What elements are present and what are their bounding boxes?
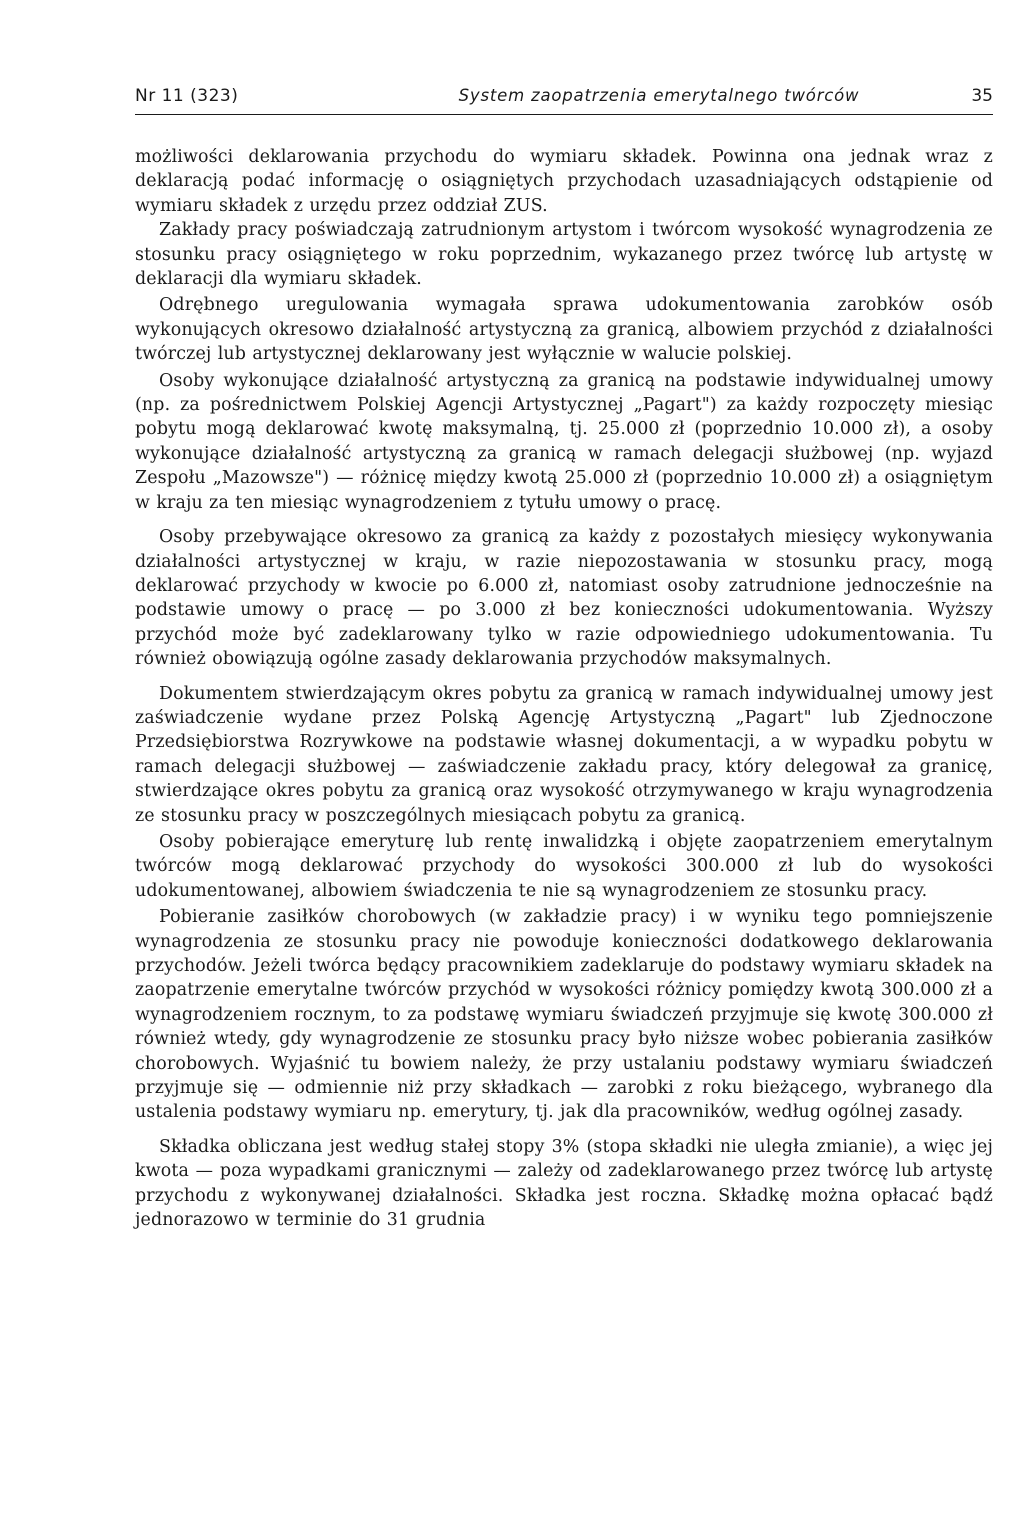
- running-header: [135, 86, 993, 110]
- paragraph: Pobieranie zasiłków chorobowych (w zakładzie pracy) i w wyniku tego pomniejszenie wynagrodzenia ze stosunku pracy nie powoduje konieczności dodatkowego deklarowania przychodów. Jeżeli twórca będący pracownikiem zadeklaruje do podstawy wymiaru składek na zaopatrzenie emerytalne twórców przychód w wysokości różnicy pomiędzy kwotą 300.000 zł a wynagrodzeniem rocznym, to za podstawę wymiaru świadczeń przyjmuje się kwotę 300.000 zł również wtedy, gdy wynagrodzenie ze stosunku pracy było niższe wobec pobierania zasiłków chorobowych. Wyjaśnić tu bowiem należy, że przy ustalaniu podstawy wymiaru świadczeń przyjmuje się — odmiennie niż przy składkach — zarobki z roku bieżącego, wybranego dla ustalenia podstawy wymiaru np. emerytury, tj. jak dla pracowników, według ogólnej zasady.: [135, 907, 993, 1123]
- running-title: System zaopatrzenia emerytalnego twórców: [458, 86, 860, 105]
- body-text: [135, 145, 993, 1232]
- document-page: [135, 86, 993, 1232]
- paragraph: Odrębnego uregulowania wymagała sprawa udokumentowania zarobków osób wykonujących okresowo działalność artystyczną za granicą, albowiem przychód z działalności twórczej lub artystycznej deklarowany jest wyłącznie w walucie polskiej.: [135, 295, 993, 365]
- paragraph: Dokumentem stwierdzającym okres pobytu za granicą w ramach indywidualnej umowy jest zaświadczenie wydane przez Polską Agencję Artystyczną „Pagart" lub Zjednoczone Przedsiębiorstwa Rozrywkowe na podstawie własnej dokumentacji, a w wypadku pobytu w ramach delegacji służbowej — zaświadczenie zakładu pracy, który delegował za granicę, stwierdzające okres pobytu za granicą oraz wysokość otrzymywanego w kraju wynagrodzenia ze stosunku pracy w poszczególnych miesiącach pobytu za granicą.: [135, 683, 993, 826]
- paragraph: Osoby pobierające emeryturę lub rentę inwalidzką i objęte zaopatrzeniem emerytalnym twórców mogą deklarować przychody do wysokości 300.000 zł lub do wysokości udokumentowanej, albowiem świadczenia te nie są wynagrodzeniem ze stosunku pracy.: [135, 831, 993, 901]
- issue-number: Nr 11 (323): [135, 86, 239, 106]
- page-number: 35: [971, 86, 993, 106]
- paragraph: Osoby przebywające okresowo za granicą za każdy z pozostałych miesięcy wykonywania działalności artystycznej w kraju, w razie niepozostawania w stosunku pracy, mogą deklarować przychody w kwocie po 6.000 zł, natomiast osoby zatrudnione jednocześnie na podstawie umowy o pracę — po 3.000 zł bez konieczności udokumentowania. Wyższy przychód może być zadeklarowany tylko w razie odpowiedniego udokumentowania. Tu również obowiązują ogólne zasady deklarowania przychodów maksymalnych.: [135, 527, 993, 670]
- paragraph: możliwości deklarowania przychodu do wymiaru składek. Powinna ona jednak wraz z deklaracją podać informację o osiągniętych przychodach uzasadniających odstąpienie od wymiaru składek z urzędu przez oddział ZUS.: [135, 147, 993, 216]
- paragraph: Składka obliczana jest według stałej stopy 3% (stopa składki nie uległa zmianie), a więc jej kwota — poza wypadkami granicznymi — zależy od zadeklarowanego przez twórcę lub artystę przychodu z wykonywanej działalności. Składka jest roczna. Składkę można opłacać bądź jednorazowo w terminie do 31 grudnia: [135, 1136, 993, 1231]
- paragraph: Osoby wykonujące działalność artystyczną za granicą na podstawie indywidualnej umowy (np. za pośrednictwem Polskiej Agencji Artystycznej „Pagart") za każdy rozpoczęty miesiąc pobytu mogą deklarować kwotę maksymalną, tj. 25.000 zł (poprzednio 10.000 zł), a osoby wykonujące działalność artystyczną za granicą w ramach delegacji służbowej (np. wyjazd Zespołu „Mazowsze") — różnicę między kwotą 25.000 zł (poprzednio 10.000 zł) a osiągniętym w kraju za ten miesiąc wynagrodzeniem z tytułu umowy o pracę.: [135, 370, 993, 513]
- header-rule: [135, 114, 993, 115]
- paragraph: Zakłady pracy poświadczają zatrudnionym artystom i twórcom wysokość wynagrodzenia ze stosunku pracy osiągniętego w roku poprzednim, wykazanego przez twórcę lub artystę w deklaracji dla wymiaru składek.: [135, 220, 993, 290]
